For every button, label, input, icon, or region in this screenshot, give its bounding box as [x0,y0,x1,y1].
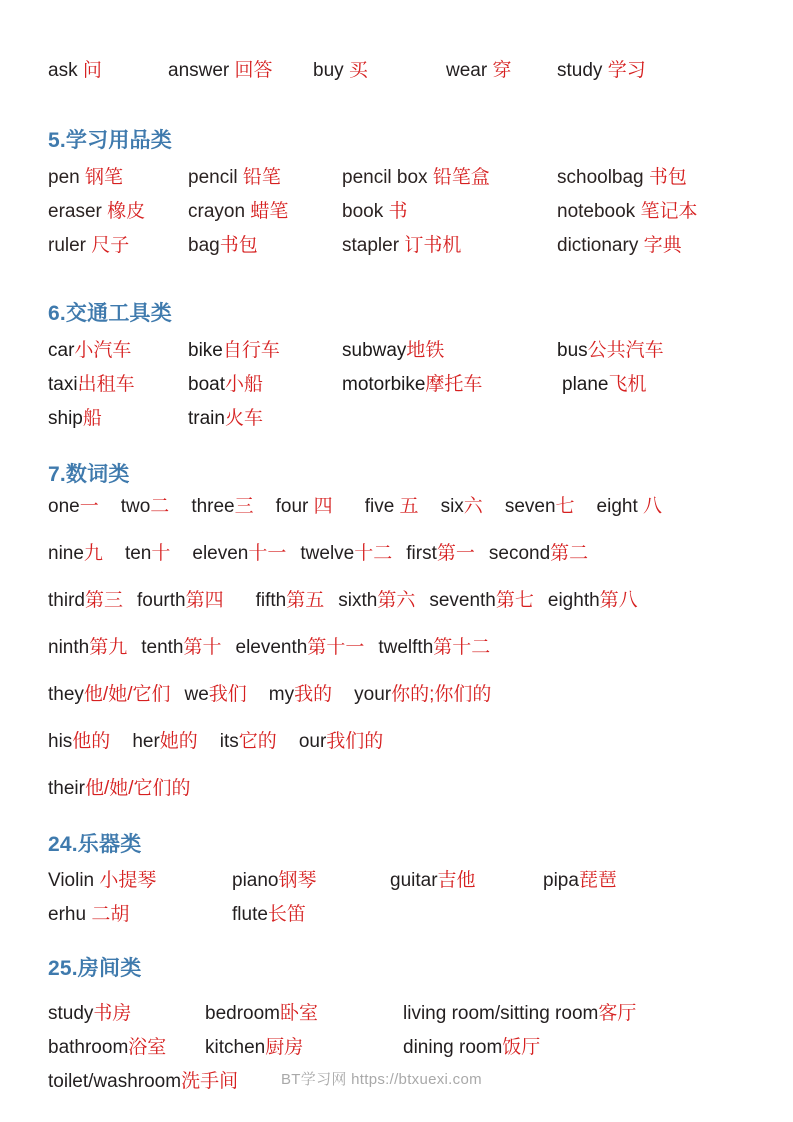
section-heading-7: 7.数词类 [48,463,130,486]
chinese-word: 十二 [354,543,393,564]
vocab-entry [557,163,687,193]
chinese-word: 买 [348,60,368,81]
section7-ordinals-row-1 [48,586,638,616]
english-word: your [354,684,392,705]
chinese-word: 客厅 [598,1003,637,1024]
chinese-word: 二胡 [91,904,130,925]
vocab-entry [48,197,145,227]
chinese-word: 地铁 [406,340,445,361]
vocab-entry [188,163,281,193]
section7-cardinals-row-1 [48,492,662,522]
vocab-entry [489,539,588,569]
chinese-word: 六 [463,496,483,517]
section6-row-1 [0,336,793,366]
vocab-entry [342,231,461,261]
english-word: stapler [342,235,405,256]
english-word: erhu [48,904,92,925]
english-word: pencil box [342,167,433,188]
chinese-word: 第七 [495,590,534,611]
english-word: toilet/washroom [48,1071,182,1092]
chinese-word: 吉他 [437,870,476,891]
english-word: flute [232,904,268,925]
vocab-entry [232,900,306,930]
chinese-word: 五 [399,496,419,517]
english-word: three [191,496,235,517]
vocab-entry [48,336,131,366]
english-word: her [132,731,160,752]
english-word: train [188,408,225,429]
english-word: they [48,684,84,705]
chinese-word: 铅笔盒 [432,167,490,188]
english-word: our [298,731,327,752]
vocab-entry [48,680,170,710]
chinese-word: 船 [82,408,102,429]
chinese-word: 第十一 [307,637,365,658]
english-word: motorbike [342,374,426,395]
vocab-entry [403,1033,540,1063]
english-word: car [48,340,75,361]
vocab-entry [597,492,663,522]
english-word: bus [557,340,588,361]
vocab-entry [48,56,102,86]
english-word: we [184,684,209,705]
english-word: six [440,496,464,517]
chinese-word: 书 [388,201,408,222]
vocab-entry [48,370,135,400]
english-word: schoolbag [557,167,649,188]
vocab-entry [342,370,482,400]
section7-ordinals-row-2 [48,633,490,663]
vocab-entry [48,539,103,569]
english-word: taxi [48,374,78,395]
chinese-word: 尺子 [91,235,130,256]
chinese-word: 厨房 [265,1037,304,1058]
section7-pronouns-row-3 [48,774,191,804]
section24-row-2 [0,900,793,930]
vocab-entry [125,539,170,569]
english-word: third [48,590,85,611]
english-word: living room/sitting room [403,1003,599,1024]
section5-row-2 [0,197,793,227]
english-word: dining room [403,1037,503,1058]
chinese-word: 二 [150,496,170,517]
chinese-word: 第四 [185,590,224,611]
english-word: fifth [255,590,287,611]
english-word: his [48,731,73,752]
vocab-entry [141,633,221,663]
chinese-word: 第八 [599,590,638,611]
chinese-word: 蜡笔 [250,201,289,222]
chinese-word: 我们 [208,684,247,705]
english-word: second [488,543,551,564]
english-word: nine [48,543,84,564]
vocab-entry [48,1033,166,1063]
chinese-word: 书房 [93,1003,132,1024]
vocab-entry [132,727,197,757]
vocab-entry [48,492,99,522]
vocab-entry [188,370,263,400]
chinese-word: 书包 [648,167,687,188]
chinese-word: 我们的 [326,731,384,752]
chinese-word: 火车 [224,408,263,429]
section7-pronouns-row-2 [48,727,383,757]
chinese-word: 飞机 [608,374,647,395]
chinese-word: 九 [83,543,103,564]
chinese-word: 洗手间 [181,1071,239,1092]
english-word: fourth [136,590,186,611]
verbs-row [0,56,793,86]
chinese-word: 一 [79,496,99,517]
chinese-word: 摩托车 [425,374,483,395]
vocab-entry [403,999,636,1029]
english-word: study [557,60,608,81]
english-word: ask [48,60,83,81]
chinese-word: 铅笔 [242,167,281,188]
chinese-word: 学习 [607,60,646,81]
chinese-word: 四 [313,496,333,517]
english-word: bedroom [205,1003,280,1024]
chinese-word: 第十 [183,637,222,658]
vocab-entry [48,633,127,663]
vocab-entry [557,231,682,261]
vocab-entry [188,231,258,261]
vocab-entry [168,56,273,86]
vocab-entry [48,727,110,757]
vocab-entry [188,336,280,366]
vocab-entry [48,900,129,930]
vocab-entry [557,336,664,366]
vocab-entry [299,727,383,757]
section5-row-1 [0,163,793,193]
vocab-entry [276,492,333,522]
chinese-word: 十一 [248,543,287,564]
english-word: bathroom [48,1037,129,1058]
vocab-entry [121,492,170,522]
english-word: pencil [188,167,243,188]
english-word: ship [48,408,83,429]
vocab-entry [548,586,638,616]
chinese-word: 字典 [643,235,682,256]
english-word: ten [124,543,152,564]
vocab-entry [441,492,483,522]
vocab-entry [557,56,646,86]
section24-row-1 [0,866,793,896]
vocab-entry [48,404,102,434]
vocab-entry [446,56,511,86]
english-word: seven [504,496,556,517]
vocab-entry [562,370,647,400]
vocab-entry [236,633,365,663]
english-word: twelfth [378,637,434,658]
chinese-word: 小船 [224,374,263,395]
english-word: its [219,731,239,752]
section-heading-6: 6.交通工具类 [48,302,172,325]
english-word: plane [562,374,609,395]
chinese-word: 第十二 [433,637,491,658]
chinese-word: 第二 [550,543,589,564]
vocab-entry [342,336,444,366]
vocab-entry [342,163,490,193]
vocab-entry [338,586,415,616]
english-word: kitchen [205,1037,266,1058]
english-word: eighth [547,590,600,611]
section7-pronouns-row-1 [48,680,491,710]
vocab-entry [48,774,191,804]
english-word: eleventh [235,637,308,658]
vocab-entry [48,1067,238,1097]
vocab-entry [505,492,575,522]
english-word: ruler [48,235,92,256]
chinese-word: 书包 [219,235,258,256]
english-word: crayon [188,201,251,222]
english-word: wear [446,60,493,81]
chinese-word: 自行车 [222,340,280,361]
chinese-word: 卧室 [280,1003,319,1024]
vocab-entry [48,999,131,1029]
chinese-word: 第六 [377,590,416,611]
vocab-entry [378,633,490,663]
english-word: sixth [338,590,378,611]
chinese-word: 十 [151,543,171,564]
vocab-entry [188,404,263,434]
english-word: eleven [192,543,249,564]
vocab-entry [205,999,318,1029]
english-word: buy [313,60,349,81]
chinese-word: 笔记本 [640,201,698,222]
vocab-entry [342,197,408,227]
english-word: pen [48,167,85,188]
english-word: four [275,496,314,517]
chinese-word: 七 [555,496,575,517]
chinese-word: 他/她/它们的 [84,778,191,799]
chinese-word: 他的 [72,731,111,752]
chinese-word: 第一 [436,543,475,564]
vocab-entry [220,727,277,757]
chinese-word: 长笛 [267,904,306,925]
chinese-word: 第五 [286,590,325,611]
chinese-word: 我的 [294,684,333,705]
chinese-word: 三 [234,496,254,517]
vocab-entry [137,586,224,616]
english-word: tenth [141,637,184,658]
section-heading-5: 5.学习用品类 [48,129,172,152]
english-word: bike [188,340,223,361]
section-heading-25: 25.房间类 [48,957,142,980]
chinese-word: 出租车 [77,374,135,395]
watermark-text: BT学习网 https://btxuexi.com [281,1071,482,1088]
english-word: subway [342,340,407,361]
section-heading-24: 24.乐器类 [48,833,142,856]
english-word: two [120,496,151,517]
chinese-word: 浴室 [128,1037,167,1058]
chinese-word: 订书机 [404,235,462,256]
english-word: guitar [390,870,438,891]
vocab-entry [232,866,317,896]
section25-row-1 [0,999,793,1029]
vocab-entry [48,866,156,896]
vocab-entry [256,586,325,616]
chinese-word: 她的 [159,731,198,752]
english-word: my [268,684,295,705]
vocab-entry [543,866,617,896]
chinese-word: 他/她/它们 [83,684,171,705]
english-word: boat [188,374,225,395]
english-word: notebook [557,201,641,222]
chinese-word: 穿 [492,60,512,81]
vocab-entry [406,539,475,569]
english-word: dictionary [557,235,644,256]
english-word: pipa [543,870,579,891]
chinese-word: 八 [643,496,663,517]
section6-row-3 [0,404,793,434]
english-word: Violin [48,870,100,891]
chinese-word: 钢琴 [278,870,317,891]
vocab-entry [48,163,123,193]
vocab-entry [429,586,534,616]
section7-cardinals-row-2 [48,539,588,569]
vocab-entry [557,197,697,227]
chinese-word: 饭厅 [502,1037,541,1058]
chinese-word: 小提琴 [99,870,157,891]
english-word: seventh [429,590,496,611]
english-word: one [48,496,80,517]
section6-row-2 [0,370,793,400]
vocab-entry [191,492,253,522]
english-word: twelve [300,543,355,564]
vocab-entry [184,680,246,710]
vocab-entry [354,680,491,710]
chinese-word: 第三 [84,590,123,611]
english-word: piano [232,870,279,891]
english-word: ninth [48,637,90,658]
english-word: study [48,1003,94,1024]
english-word: their [48,778,85,799]
english-word: eight [596,496,644,517]
chinese-word: 公共汽车 [587,340,664,361]
english-word: bag [188,235,220,256]
section5-row-3 [0,231,793,261]
chinese-word: 第九 [89,637,128,658]
chinese-word: 问 [82,60,102,81]
english-word: answer [168,60,235,81]
chinese-word: 它的 [238,731,277,752]
vocab-entry [48,231,129,261]
english-word: first [406,543,437,564]
chinese-word: 你的;你们的 [391,684,492,705]
section25-row-2 [0,1033,793,1063]
chinese-word: 橡皮 [107,201,146,222]
chinese-word: 钢笔 [84,167,123,188]
vocab-entry [300,539,392,569]
vocab-entry [205,1033,303,1063]
vocab-entry [365,492,419,522]
vocab-entry [313,56,368,86]
english-word: eraser [48,201,108,222]
vocab-entry [390,866,476,896]
vocab-entry [188,197,288,227]
english-word: book [342,201,389,222]
vocab-entry [48,586,123,616]
chinese-word: 小汽车 [74,340,132,361]
vocab-entry [192,539,286,569]
chinese-word: 琵琶 [578,870,617,891]
chinese-word: 回答 [234,60,273,81]
vocab-entry [269,680,332,710]
english-word: five [364,496,400,517]
